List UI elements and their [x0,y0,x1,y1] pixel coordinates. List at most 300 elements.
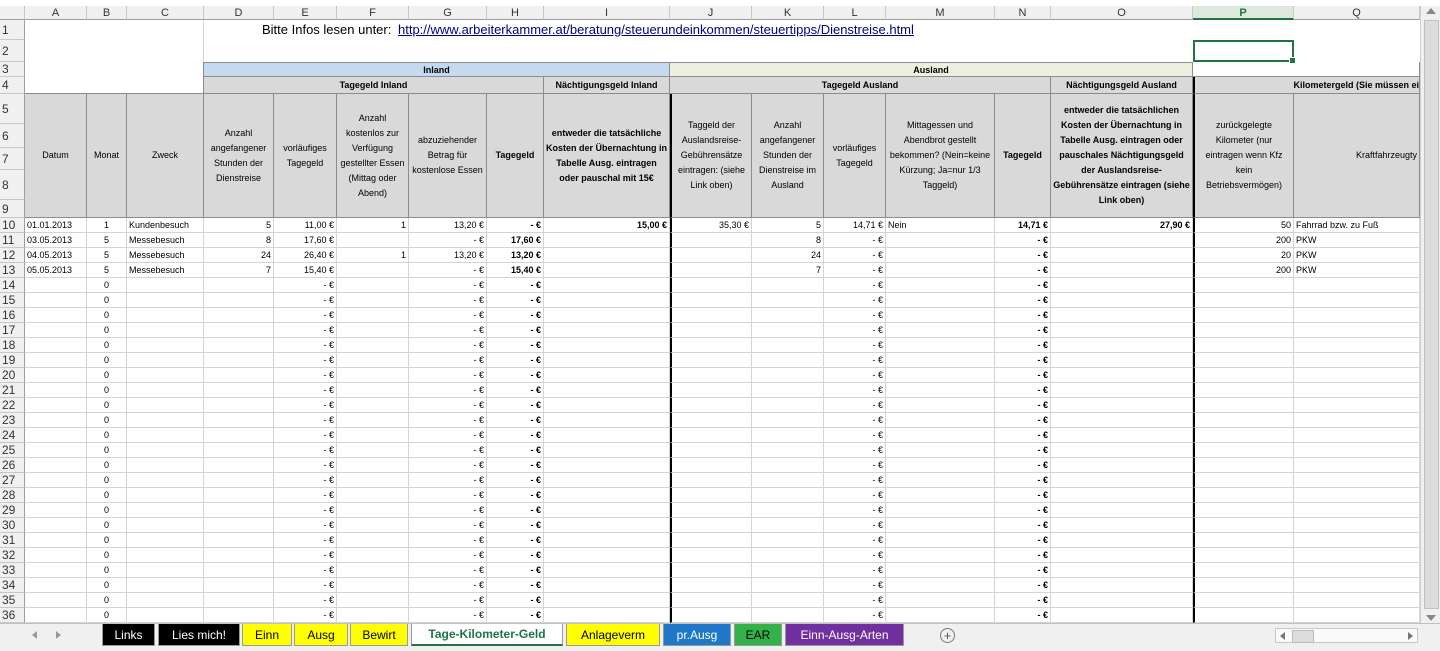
cell-q[interactable] [1294,293,1420,308]
cell-o[interactable] [1051,533,1193,548]
cell-m[interactable] [886,533,995,548]
cell-j[interactable] [670,473,752,488]
cell-p[interactable] [1193,428,1294,443]
cell-n[interactable]: - € [995,578,1051,593]
cell-j[interactable] [670,368,752,383]
cell-q[interactable] [1294,383,1420,398]
cell-m[interactable] [886,518,995,533]
cell-g[interactable]: - € [409,443,487,458]
cell-e[interactable]: - € [274,518,337,533]
cell-c[interactable] [127,398,204,413]
cell-j[interactable] [670,443,752,458]
cell-e[interactable]: - € [274,413,337,428]
cell-n[interactable]: - € [995,413,1051,428]
tab-next-icon[interactable] [56,631,61,639]
cell-e[interactable]: - € [274,428,337,443]
cell-n[interactable]: - € [995,398,1051,413]
cell-a[interactable] [25,323,87,338]
cell-g[interactable]: - € [409,563,487,578]
cell-d[interactable] [204,428,274,443]
cell-f[interactable] [337,338,409,353]
cell-k[interactable] [752,383,824,398]
cell-g[interactable]: - € [409,263,487,278]
sheet-tab[interactable]: Lies mich! [158,624,240,646]
cell-o[interactable] [1051,308,1193,323]
cell-g[interactable]: - € [409,458,487,473]
cell-h[interactable]: - € [487,548,544,563]
cell-l[interactable]: - € [824,233,886,248]
cell-i[interactable] [544,593,670,608]
cell-b[interactable]: 0 [87,413,127,428]
cell-l[interactable]: - € [824,383,886,398]
cell-m[interactable] [886,578,995,593]
cell-l[interactable]: - € [824,458,886,473]
column-header-n[interactable]: N [995,6,1051,20]
cell-p[interactable] [1193,563,1294,578]
cell-j[interactable]: 35,30 € [670,218,752,233]
cell-l[interactable]: - € [824,248,886,263]
cell-b[interactable]: 0 [87,488,127,503]
horizontal-scrollbar[interactable] [1275,628,1418,643]
cell-c[interactable] [127,428,204,443]
cell-p[interactable] [1193,458,1294,473]
cell-m[interactable] [886,593,995,608]
cell-e[interactable]: - € [274,293,337,308]
cell-k[interactable]: 5 [752,218,824,233]
cell-n[interactable]: - € [995,518,1051,533]
cell-l[interactable]: - € [824,398,886,413]
cell-m[interactable] [886,383,995,398]
cell-c[interactable] [127,593,204,608]
cell-p[interactable] [1193,443,1294,458]
cell-l[interactable]: - € [824,428,886,443]
cell-m[interactable] [886,233,995,248]
row-header[interactable]: 13 [0,263,25,278]
cell-q[interactable] [1294,428,1420,443]
cell-b[interactable]: 0 [87,593,127,608]
row-header[interactable]: 14 [0,278,25,293]
cell-k[interactable] [752,443,824,458]
cell-n[interactable]: - € [995,368,1051,383]
cell-i[interactable] [544,368,670,383]
cell-e[interactable]: - € [274,383,337,398]
cell-a[interactable] [25,428,87,443]
row-header[interactable]: 29 [0,503,25,518]
cell-a[interactable]: 05.05.2013 [25,263,87,278]
column-header-h[interactable]: H [487,6,544,20]
cell-o[interactable] [1051,563,1193,578]
cell-b[interactable]: 0 [87,323,127,338]
cell-m[interactable] [886,263,995,278]
cell-g[interactable]: - € [409,233,487,248]
cell-j[interactable] [670,383,752,398]
row-header[interactable]: 11 [0,233,25,248]
cell-b[interactable]: 0 [87,533,127,548]
cell-l[interactable]: - € [824,278,886,293]
row-header[interactable]: 25 [0,443,25,458]
cell-i[interactable] [544,293,670,308]
cell-o[interactable] [1051,248,1193,263]
cell-j[interactable] [670,398,752,413]
cell-f[interactable]: 1 [337,248,409,263]
cell-l[interactable]: - € [824,293,886,308]
hscroll-thumb[interactable] [1292,630,1314,643]
cell-l[interactable]: 14,71 € [824,218,886,233]
cell-p[interactable] [1193,323,1294,338]
cell-j[interactable] [670,563,752,578]
cell-h[interactable]: 15,40 € [487,263,544,278]
cell-i[interactable] [544,563,670,578]
row-header[interactable]: 9 [0,200,25,218]
cell-q[interactable] [1294,398,1420,413]
cell-g[interactable]: - € [409,488,487,503]
cell-i[interactable] [544,413,670,428]
cell-b[interactable]: 0 [87,578,127,593]
cell-o[interactable] [1051,398,1193,413]
scroll-thumb[interactable] [1424,20,1439,609]
cell-c[interactable] [127,458,204,473]
cell-l[interactable]: - € [824,548,886,563]
info-link[interactable]: http://www.arbeiterkammer.at/beratung/steuerundeinkommen/steuertipps/Dienstreise.html [397,22,914,37]
cell-n[interactable]: - € [995,248,1051,263]
cell-m[interactable] [886,443,995,458]
cell-b[interactable]: 0 [87,563,127,578]
cell-m[interactable] [886,428,995,443]
cell-j[interactable] [670,608,752,623]
cell-f[interactable] [337,518,409,533]
cell-l[interactable]: - € [824,533,886,548]
cell-g[interactable]: - € [409,323,487,338]
cell-f[interactable] [337,578,409,593]
cell-q[interactable]: PKW [1294,248,1420,263]
cell-k[interactable]: 24 [752,248,824,263]
cell-k[interactable]: 8 [752,233,824,248]
cell-m[interactable] [886,308,995,323]
cell-a[interactable] [25,293,87,308]
cell-e[interactable]: - € [274,338,337,353]
cell-p[interactable] [1193,608,1294,623]
cell-q[interactable] [1294,518,1420,533]
cell-n[interactable]: - € [995,338,1051,353]
cell-k[interactable] [752,323,824,338]
cell-p[interactable] [1193,413,1294,428]
column-header-d[interactable]: D [204,6,274,20]
cell-e[interactable]: - € [274,353,337,368]
cell-o[interactable] [1051,593,1193,608]
row-header[interactable]: 16 [0,308,25,323]
cell-i[interactable] [544,578,670,593]
cell-d[interactable] [204,503,274,518]
cell-a[interactable] [25,383,87,398]
cell-l[interactable]: - € [824,503,886,518]
cell-c[interactable] [127,503,204,518]
cell-b[interactable]: 0 [87,398,127,413]
row-header[interactable]: 26 [0,458,25,473]
cell-l[interactable]: - € [824,578,886,593]
cell-b[interactable]: 0 [87,443,127,458]
cell-d[interactable] [204,338,274,353]
cell-p[interactable] [1193,293,1294,308]
cell-k[interactable] [752,578,824,593]
cell-n[interactable]: - € [995,353,1051,368]
cell-f[interactable] [337,353,409,368]
cell-b[interactable]: 0 [87,368,127,383]
cell-e[interactable]: - € [274,563,337,578]
cell-q[interactable] [1294,608,1420,623]
cell-o[interactable] [1051,353,1193,368]
row-header[interactable]: 23 [0,413,25,428]
cell-k[interactable] [752,293,824,308]
cell-h[interactable]: - € [487,218,544,233]
cell-b[interactable]: 0 [87,293,127,308]
cell-j[interactable] [670,248,752,263]
cell-o[interactable] [1051,608,1193,623]
cell-a[interactable]: 03.05.2013 [25,233,87,248]
cell-g[interactable]: - € [409,533,487,548]
cell-b[interactable]: 5 [87,263,127,278]
cell-c[interactable]: Messebesuch [127,263,204,278]
cell-a[interactable] [25,488,87,503]
cell-q[interactable] [1294,368,1420,383]
cell-q[interactable] [1294,353,1420,368]
cell-b[interactable]: 0 [87,458,127,473]
cell-n[interactable]: - € [995,563,1051,578]
cell-a[interactable]: 04.05.2013 [25,248,87,263]
row-header[interactable]: 21 [0,383,25,398]
cell-f[interactable] [337,308,409,323]
cell-d[interactable] [204,323,274,338]
cell-i[interactable] [544,503,670,518]
cell-h[interactable]: - € [487,488,544,503]
row-header[interactable]: 10 [0,218,25,233]
cell-p[interactable]: 20 [1193,248,1294,263]
sheet-tab[interactable]: Einn-Ausg-Arten [785,624,904,646]
row-header[interactable]: 5 [0,94,25,124]
hscroll-left-icon[interactable] [1280,632,1285,640]
cell-j[interactable] [670,338,752,353]
cell-k[interactable] [752,413,824,428]
cell-f[interactable] [337,593,409,608]
column-header-c[interactable]: C [127,6,204,20]
cell-i[interactable] [544,428,670,443]
cell-c[interactable] [127,518,204,533]
cell-h[interactable]: - € [487,383,544,398]
cell-j[interactable] [670,428,752,443]
row-header[interactable]: 24 [0,428,25,443]
cell-c[interactable] [127,563,204,578]
cell-k[interactable] [752,518,824,533]
cell-d[interactable] [204,488,274,503]
cell-o[interactable] [1051,293,1193,308]
row-header[interactable]: 8 [0,170,25,200]
cell-h[interactable]: - € [487,473,544,488]
cell-k[interactable] [752,503,824,518]
cell-c[interactable] [127,293,204,308]
cell-q[interactable] [1294,488,1420,503]
cell-c[interactable] [127,413,204,428]
cell-d[interactable] [204,593,274,608]
cell-o[interactable] [1051,338,1193,353]
cell-k[interactable] [752,608,824,623]
cell-l[interactable]: - € [824,263,886,278]
cell-e[interactable]: - € [274,533,337,548]
cell-b[interactable]: 0 [87,278,127,293]
cell-l[interactable]: - € [824,323,886,338]
cell-h[interactable]: - € [487,593,544,608]
cell-h[interactable]: - € [487,368,544,383]
column-header-a[interactable]: A [25,6,87,20]
cell-n[interactable]: - € [995,278,1051,293]
cell-j[interactable] [670,263,752,278]
column-header-k[interactable]: K [752,6,824,20]
cell-q[interactable] [1294,338,1420,353]
cell-m[interactable] [886,293,995,308]
cell-h[interactable]: - € [487,293,544,308]
cell-h[interactable]: - € [487,518,544,533]
cell-c[interactable] [127,383,204,398]
cell-h[interactable]: - € [487,578,544,593]
cell-j[interactable] [670,323,752,338]
cell-n[interactable]: - € [995,608,1051,623]
cell-p[interactable] [1193,368,1294,383]
cell-b[interactable]: 0 [87,308,127,323]
cell-q[interactable] [1294,323,1420,338]
cell-o[interactable] [1051,443,1193,458]
cell-h[interactable]: - € [487,323,544,338]
cell-e[interactable]: - € [274,443,337,458]
cell-h[interactable]: - € [487,353,544,368]
cell-n[interactable]: - € [995,308,1051,323]
scroll-up-icon[interactable] [1426,8,1436,14]
cell-k[interactable] [752,428,824,443]
cell-d[interactable] [204,548,274,563]
cell-m[interactable] [886,488,995,503]
cell-n[interactable]: - € [995,488,1051,503]
row-header[interactable]: 32 [0,548,25,563]
cell-i[interactable] [544,278,670,293]
cell-n[interactable]: - € [995,323,1051,338]
cell-j[interactable] [670,278,752,293]
cell-d[interactable] [204,608,274,623]
cell-c[interactable] [127,278,204,293]
cell-m[interactable] [886,398,995,413]
sheet-tab[interactable]: Ausg [294,624,348,646]
cell-n[interactable]: - € [995,503,1051,518]
cell-o[interactable] [1051,233,1193,248]
cell-a[interactable] [25,503,87,518]
cell-g[interactable]: - € [409,578,487,593]
cell-o[interactable] [1051,518,1193,533]
cell-g[interactable]: - € [409,518,487,533]
cell-e[interactable]: 11,00 € [274,218,337,233]
cell-f[interactable] [337,263,409,278]
cell-a[interactable] [25,533,87,548]
cell-n[interactable]: - € [995,233,1051,248]
cell-a[interactable] [25,473,87,488]
cell-m[interactable] [886,278,995,293]
cell-n[interactable]: - € [995,443,1051,458]
cell-b[interactable]: 0 [87,428,127,443]
hscroll-right-icon[interactable] [1408,632,1413,640]
cell-p[interactable]: 200 [1193,263,1294,278]
cell-b[interactable]: 0 [87,473,127,488]
cell-q[interactable] [1294,443,1420,458]
column-header-q[interactable]: Q [1294,6,1420,20]
cell-n[interactable]: - € [995,473,1051,488]
cell-o[interactable] [1051,383,1193,398]
cell-j[interactable] [670,593,752,608]
cell-e[interactable]: - € [274,278,337,293]
cell-l[interactable]: - € [824,413,886,428]
cell-o[interactable] [1051,458,1193,473]
cell-d[interactable] [204,413,274,428]
cell-e[interactable]: - € [274,323,337,338]
cell-j[interactable] [670,488,752,503]
cell-d[interactable] [204,443,274,458]
cell-i[interactable] [544,323,670,338]
cell-a[interactable] [25,593,87,608]
cell-b[interactable]: 0 [87,383,127,398]
cell-d[interactable] [204,473,274,488]
cell-f[interactable] [337,458,409,473]
cell-h[interactable]: - € [487,443,544,458]
cell-n[interactable]: - € [995,293,1051,308]
cell-g[interactable]: - € [409,473,487,488]
cell-b[interactable]: 0 [87,353,127,368]
cell-c[interactable] [127,608,204,623]
row-header[interactable]: 36 [0,608,25,623]
cell-m[interactable] [886,503,995,518]
cell-k[interactable] [752,473,824,488]
cell-i[interactable] [544,398,670,413]
cell-c[interactable] [127,353,204,368]
column-header-b[interactable]: B [87,6,127,20]
cell-a[interactable] [25,548,87,563]
column-header-i[interactable]: I [544,6,670,20]
cell-c[interactable] [127,368,204,383]
row-header[interactable]: 17 [0,323,25,338]
cell-d[interactable] [204,308,274,323]
cell-p[interactable] [1193,533,1294,548]
cell-j[interactable] [670,503,752,518]
cell-j[interactable] [670,533,752,548]
cell-k[interactable] [752,278,824,293]
cell-f[interactable] [337,413,409,428]
cell-m[interactable] [886,413,995,428]
cell-i[interactable] [544,383,670,398]
cell-f[interactable] [337,608,409,623]
cell-m[interactable] [886,563,995,578]
cell-l[interactable]: - € [824,488,886,503]
cell-o[interactable] [1051,323,1193,338]
cell-f[interactable] [337,293,409,308]
cell-a[interactable] [25,398,87,413]
cell-a[interactable] [25,443,87,458]
cell-m[interactable] [886,458,995,473]
cell-a[interactable] [25,563,87,578]
tab-prev-icon[interactable] [32,631,37,639]
cell-b[interactable]: 1 [87,218,127,233]
cell-k[interactable] [752,308,824,323]
cell-o[interactable] [1051,473,1193,488]
cell-p[interactable] [1193,278,1294,293]
cell-q[interactable]: Fahrrad bzw. zu Fuß [1294,218,1420,233]
column-header-j[interactable]: J [670,6,752,20]
cell-e[interactable]: - € [274,578,337,593]
row-header[interactable]: 30 [0,518,25,533]
cell-j[interactable] [670,233,752,248]
cell-g[interactable]: - € [409,548,487,563]
